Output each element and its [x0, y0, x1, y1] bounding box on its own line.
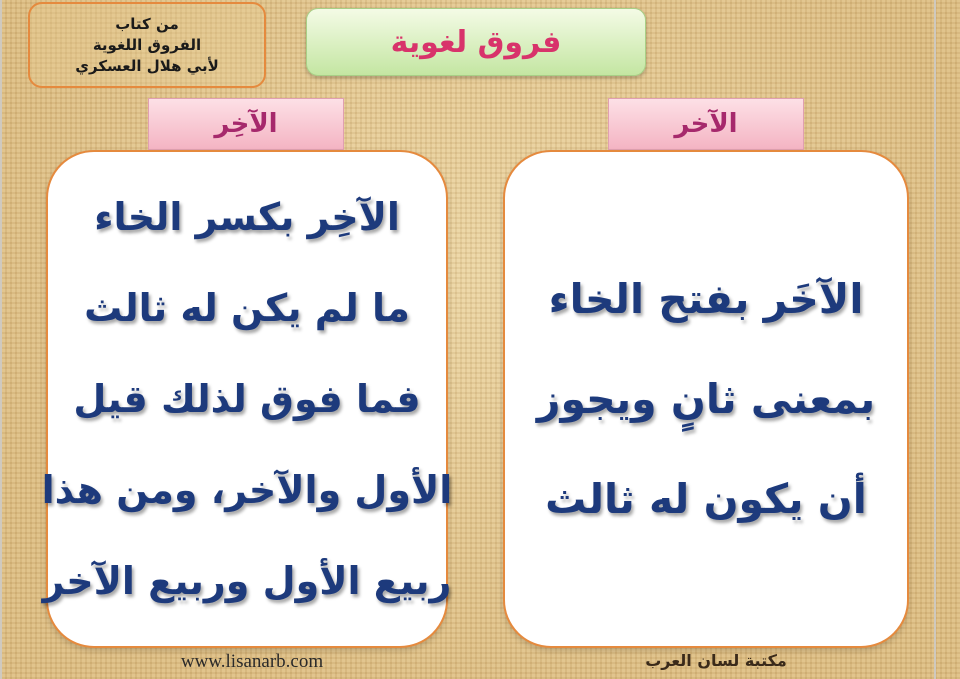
left-card-line: ربيع الأول وربيع الآخر	[42, 558, 452, 603]
right-card-line: الآخَر بفتح الخاء	[548, 275, 864, 323]
left-label-tab	[148, 98, 344, 150]
source-line-3: لأبي هلال العسكري	[75, 56, 219, 75]
footer-url: www.lisanarb.com	[180, 651, 324, 672]
right-frame-line	[934, 0, 936, 679]
left-card-line: الأول والآخر، ومن هذا	[41, 467, 453, 512]
right-label: الآخر	[674, 109, 738, 139]
left-label: الآخِر	[214, 109, 278, 139]
source-line-2: الفروق اللغوية	[92, 35, 202, 54]
source-box	[28, 2, 266, 88]
left-frame-line	[0, 0, 2, 679]
left-card-line: الآخِر بكسر الخاء	[94, 195, 400, 240]
right-card-line: بمعنى ثانٍ ويجوز	[536, 375, 876, 423]
title-banner	[306, 8, 646, 76]
right-label-tab	[608, 98, 804, 150]
footer-library-name: مكتبة لسان العرب	[645, 651, 787, 670]
right-card	[503, 150, 909, 648]
page-title: فروق لغوية	[390, 24, 562, 60]
left-card	[41, 150, 453, 648]
right-card-line: أن يكون له ثالث	[545, 475, 867, 523]
source-line-1: من كتاب	[115, 14, 179, 33]
left-card-line: فما فوق لذلك قيل	[73, 376, 421, 421]
left-card-line: ما لم يكن له ثالث	[84, 286, 410, 331]
